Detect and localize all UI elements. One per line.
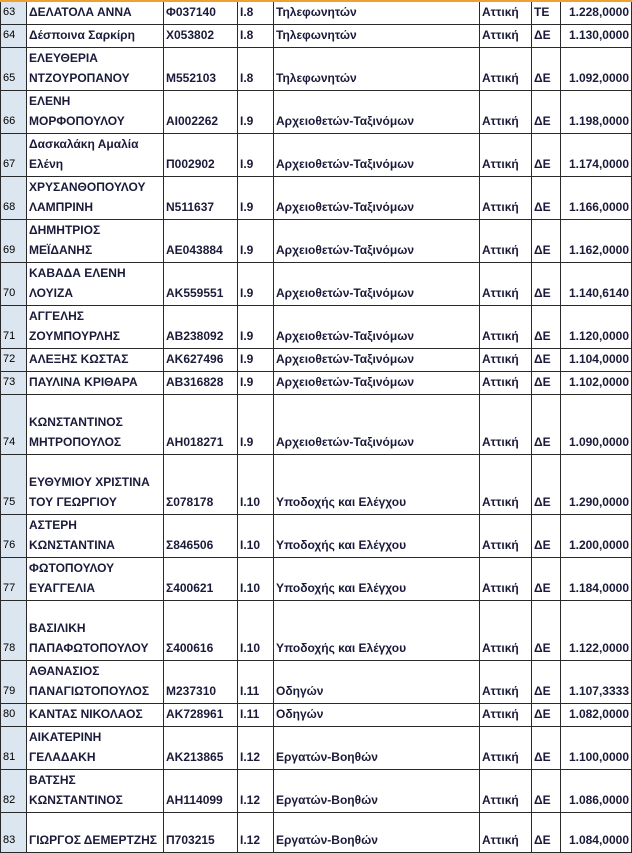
row-number-cell[interactable]: 80 <box>1 704 27 727</box>
position-code-cell[interactable]: Ι.9 <box>238 177 274 220</box>
position-code-cell[interactable]: Ι.9 <box>238 306 274 349</box>
score-cell[interactable]: 1.102,0000 <box>561 372 632 395</box>
table-row <box>1 1 632 25</box>
position-cell[interactable]: Αρχειοθετών-Ταξινόμων <box>274 372 480 395</box>
category-cell[interactable]: ΔΕ <box>532 220 561 263</box>
position-code-cell[interactable]: Ι.9 <box>238 263 274 306</box>
id-number-cell[interactable]: ΑΒ238092 <box>164 306 238 349</box>
id-number-cell[interactable]: ΑΕ043884 <box>164 220 238 263</box>
row-number-cell[interactable]: 65 <box>1 48 27 91</box>
position-code-cell[interactable]: Ι.12 <box>238 727 274 770</box>
score-cell[interactable]: 1.162,0000 <box>561 220 632 263</box>
score-cell[interactable]: 1.290,0000 <box>561 455 632 515</box>
row-number-cell[interactable]: 75 <box>1 455 27 515</box>
name-cell[interactable]: ΚΑΒΑΔΑ ΕΛΕΝΗ ΛΟΥΙΖΑ <box>27 263 164 306</box>
id-number-cell[interactable]: Π703215 <box>164 813 238 853</box>
region-cell[interactable]: Αττική <box>480 601 532 661</box>
position-code-cell[interactable]: Ι.9 <box>238 349 274 372</box>
position-cell[interactable]: Αρχειοθετών-Ταξινόμων <box>274 263 480 306</box>
row-number-cell[interactable]: 73 <box>1 372 27 395</box>
region-cell[interactable]: Αττική <box>480 349 532 372</box>
region-cell[interactable]: Αττική <box>480 515 532 558</box>
row-number-cell[interactable]: 63 <box>1 1 27 25</box>
region-cell[interactable]: Αττική <box>480 306 532 349</box>
table-row <box>1 704 632 727</box>
spreadsheet-body <box>1 1 632 853</box>
score-cell[interactable]: 1.198,0000 <box>561 91 632 134</box>
score-cell[interactable]: 1.104,0000 <box>561 349 632 372</box>
table-row <box>1 601 632 661</box>
region-cell[interactable]: Αττική <box>480 372 532 395</box>
position-cell[interactable]: Αρχειοθετών-Ταξινόμων <box>274 220 480 263</box>
category-cell[interactable]: ΔΕ <box>532 601 561 661</box>
score-cell[interactable]: 1.092,0000 <box>561 48 632 91</box>
table-row <box>1 395 632 455</box>
table-row <box>1 134 632 177</box>
position-cell[interactable]: Οδηγών <box>274 661 480 704</box>
score-cell[interactable]: 1.084,0000 <box>561 813 632 853</box>
score-cell[interactable]: 1.130,0000 <box>561 25 632 48</box>
name-cell[interactable]: ΔΕΛΑΤΟΛΑ ΑΝΝΑ <box>27 1 164 25</box>
category-cell[interactable]: ΔΕ <box>532 306 561 349</box>
id-number-cell[interactable]: Ν511637 <box>164 177 238 220</box>
region-cell[interactable]: Αττική <box>480 134 532 177</box>
table-row <box>1 727 632 770</box>
position-cell[interactable]: Αρχειοθετών-Ταξινόμων <box>274 306 480 349</box>
name-cell[interactable]: ΑΙΚΑΤΕΡΙΝΗ ΓΕΛΑΔΑΚΗ <box>27 727 164 770</box>
position-cell[interactable]: Αρχειοθετών-Ταξινόμων <box>274 134 480 177</box>
id-number-cell[interactable]: Σ078178 <box>164 455 238 515</box>
id-number-cell[interactable]: ΑΚ728961 <box>164 704 238 727</box>
score-cell[interactable]: 1.122,0000 <box>561 601 632 661</box>
row-number-cell[interactable]: 71 <box>1 306 27 349</box>
position-code-cell[interactable]: Ι.10 <box>238 515 274 558</box>
table-row <box>1 661 632 704</box>
row-number-cell[interactable]: 79 <box>1 661 27 704</box>
position-code-cell[interactable]: Ι.11 <box>238 704 274 727</box>
id-number-cell[interactable]: Μ552103 <box>164 48 238 91</box>
id-number-cell[interactable]: ΑΙ002262 <box>164 91 238 134</box>
table-row <box>1 306 632 349</box>
position-cell[interactable]: Τηλεφωνητών <box>274 1 480 25</box>
position-code-cell[interactable]: Ι.12 <box>238 813 274 853</box>
score-cell[interactable]: 1.200,0000 <box>561 515 632 558</box>
position-code-cell[interactable]: Ι.12 <box>238 770 274 813</box>
table-row <box>1 48 632 91</box>
name-cell[interactable]: ΔΗΜΗΤΡΙΟΣ ΜΕΪΔΑΝΗΣ <box>27 220 164 263</box>
name-cell[interactable]: ΒΑΣΙΛΙΚΗ ΠΑΠΑΦΩΤΟΠΟΥΛΟΥ <box>27 601 164 661</box>
table-row <box>1 263 632 306</box>
table-row <box>1 813 632 853</box>
category-cell[interactable]: ΔΕ <box>532 813 561 853</box>
table-row <box>1 455 632 515</box>
position-cell[interactable]: Υποδοχής και Ελέγχου <box>274 515 480 558</box>
region-cell[interactable]: Αττική <box>480 455 532 515</box>
id-number-cell[interactable]: Φ037140 <box>164 1 238 25</box>
region-cell[interactable]: Αττική <box>480 661 532 704</box>
category-cell[interactable]: ΔΕ <box>532 263 561 306</box>
id-number-cell[interactable]: Σ400621 <box>164 558 238 601</box>
table-row <box>1 558 632 601</box>
table-row <box>1 220 632 263</box>
name-cell[interactable]: Δέσποινα Σαρκίρη <box>27 25 164 48</box>
region-cell[interactable]: Αττική <box>480 558 532 601</box>
category-cell[interactable]: ΤΕ <box>532 1 561 25</box>
table-row <box>1 91 632 134</box>
id-number-cell[interactable]: ΑΗ018271 <box>164 395 238 455</box>
score-cell[interactable]: 1.107,3333 <box>561 661 632 704</box>
id-number-cell[interactable]: Μ237310 <box>164 661 238 704</box>
name-cell[interactable]: ΑΓΓΕΛΗΣ ΖΟΥΜΠΟΥΡΛΗΣ <box>27 306 164 349</box>
category-cell[interactable]: ΔΕ <box>532 395 561 455</box>
position-code-cell[interactable]: Ι.9 <box>238 220 274 263</box>
position-cell[interactable]: Υποδοχής και Ελέγχου <box>274 558 480 601</box>
region-cell[interactable]: Αττική <box>480 813 532 853</box>
id-number-cell[interactable]: ΑΚ627496 <box>164 349 238 372</box>
score-cell[interactable]: 1.082,0000 <box>561 704 632 727</box>
row-number-cell[interactable]: 68 <box>1 177 27 220</box>
position-cell[interactable]: Υποδοχής και Ελέγχου <box>274 601 480 661</box>
category-cell[interactable]: ΔΕ <box>532 177 561 220</box>
table-row <box>1 372 632 395</box>
region-cell[interactable]: Αττική <box>480 48 532 91</box>
row-number-cell[interactable]: 76 <box>1 515 27 558</box>
name-cell[interactable]: ΒΑΤΣΗΣ ΚΩΝΣΤΑΝΤΙΝΟΣ <box>27 770 164 813</box>
category-cell[interactable]: ΔΕ <box>532 770 561 813</box>
category-cell[interactable]: ΔΕ <box>532 91 561 134</box>
position-cell[interactable]: Τηλεφωνητών <box>274 25 480 48</box>
table-row <box>1 177 632 220</box>
score-cell[interactable]: 1.184,0000 <box>561 558 632 601</box>
name-cell[interactable]: ΓΙΩΡΓΟΣ ΔΕΜΕΡΤΖΗΣ <box>27 813 164 853</box>
category-cell[interactable]: ΔΕ <box>532 455 561 515</box>
row-number-cell[interactable]: 74 <box>1 395 27 455</box>
id-number-cell[interactable]: Σ400616 <box>164 601 238 661</box>
name-cell[interactable]: ΑΘΑΝΑΣΙΟΣ ΠΑΝΑΓΙΩΤΟΠΟΥΛΟΣ <box>27 661 164 704</box>
position-cell[interactable]: Αρχειοθετών-Ταξινόμων <box>274 91 480 134</box>
category-cell[interactable]: ΔΕ <box>532 25 561 48</box>
score-cell[interactable]: 1.120,0000 <box>561 306 632 349</box>
position-cell[interactable]: Εργατών-Βοηθών <box>274 770 480 813</box>
category-cell[interactable]: ΔΕ <box>532 727 561 770</box>
position-code-cell[interactable]: Ι.9 <box>238 91 274 134</box>
id-number-cell[interactable]: Χ053802 <box>164 25 238 48</box>
name-cell[interactable]: ΑΛΕΞΗΣ ΚΩΣΤΑΣ <box>27 349 164 372</box>
position-code-cell[interactable]: Ι.10 <box>238 558 274 601</box>
name-cell[interactable]: ΑΣΤΕΡΗ ΚΩΝΣΤΑΝΤΙΝΑ <box>27 515 164 558</box>
id-number-cell[interactable]: ΑΚ559551 <box>164 263 238 306</box>
name-cell[interactable]: ΠΑΥΛΙΝΑ ΚΡΙΘΑΡΑ <box>27 372 164 395</box>
row-number-cell[interactable]: 83 <box>1 813 27 853</box>
position-cell[interactable]: Εργατών-Βοηθών <box>274 813 480 853</box>
position-code-cell[interactable]: Ι.8 <box>238 25 274 48</box>
score-cell[interactable]: 1.086,0000 <box>561 770 632 813</box>
position-code-cell[interactable]: Ι.9 <box>238 134 274 177</box>
position-code-cell[interactable]: Ι.11 <box>238 661 274 704</box>
category-cell[interactable]: ΔΕ <box>532 134 561 177</box>
category-cell[interactable]: ΔΕ <box>532 372 561 395</box>
position-code-cell[interactable]: Ι.9 <box>238 372 274 395</box>
name-cell[interactable]: ΚΩΝΣΤΑΝΤΙΝΟΣ ΜΗΤΡΟΠΟΥΛΟΣ <box>27 395 164 455</box>
position-cell[interactable]: Οδηγών <box>274 704 480 727</box>
name-cell[interactable]: ΕΛΕΥΘΕΡΙΑ ΝΤΖΟΥΡΟΠΑΝΟΥ <box>27 48 164 91</box>
position-code-cell[interactable]: Ι.10 <box>238 601 274 661</box>
name-cell[interactable]: ΧΡΥΣΑΝΘΟΠΟΥΛΟΥ ΛΑΜΠΡΙΝΗ <box>27 177 164 220</box>
position-code-cell[interactable]: Ι.9 <box>238 395 274 455</box>
name-cell[interactable]: Δασκαλάκη Αμαλία Ελένη <box>27 134 164 177</box>
position-cell[interactable]: Τηλεφωνητών <box>274 48 480 91</box>
name-cell[interactable]: ΦΩΤΟΠΟΥΛΟΥ ΕΥΑΓΓΕΛΙΑ <box>27 558 164 601</box>
id-number-cell[interactable]: Π002902 <box>164 134 238 177</box>
row-number-cell[interactable]: 66 <box>1 91 27 134</box>
id-number-cell[interactable]: ΑΗ114099 <box>164 770 238 813</box>
score-cell[interactable]: 1.090,0000 <box>561 395 632 455</box>
row-number-cell[interactable]: 81 <box>1 727 27 770</box>
row-number-cell[interactable]: 82 <box>1 770 27 813</box>
position-cell[interactable]: Υποδοχής και Ελέγχου <box>274 455 480 515</box>
category-cell[interactable]: ΔΕ <box>532 349 561 372</box>
position-code-cell[interactable]: Ι.10 <box>238 455 274 515</box>
region-cell[interactable]: Αττική <box>480 395 532 455</box>
id-number-cell[interactable]: Σ846506 <box>164 515 238 558</box>
row-number-cell[interactable]: 64 <box>1 25 27 48</box>
name-cell[interactable]: ΕΥΘΥΜΙΟΥ ΧΡΙΣΤΙΝΑ ΤΟΥ ΓΕΩΡΓΙΟΥ <box>27 455 164 515</box>
table-row <box>1 770 632 813</box>
region-cell[interactable]: Αττική <box>480 1 532 25</box>
score-cell[interactable]: 1.174,0000 <box>561 134 632 177</box>
position-code-cell[interactable]: Ι.8 <box>238 1 274 25</box>
category-cell[interactable]: ΔΕ <box>532 704 561 727</box>
region-cell[interactable]: Αττική <box>480 91 532 134</box>
category-cell[interactable]: ΔΕ <box>532 48 561 91</box>
score-cell[interactable]: 1.100,0000 <box>561 727 632 770</box>
category-cell[interactable]: ΔΕ <box>532 661 561 704</box>
category-cell[interactable]: ΔΕ <box>532 558 561 601</box>
row-number-cell[interactable]: 67 <box>1 134 27 177</box>
row-number-cell[interactable]: 69 <box>1 220 27 263</box>
region-cell[interactable]: Αττική <box>480 177 532 220</box>
table-row <box>1 515 632 558</box>
position-cell[interactable]: Αρχειοθετών-Ταξινόμων <box>274 177 480 220</box>
position-code-cell[interactable]: Ι.8 <box>238 48 274 91</box>
name-cell[interactable]: ΚΑΝΤΑΣ ΝΙΚΟΛΑΟΣ <box>27 704 164 727</box>
region-cell[interactable]: Αττική <box>480 25 532 48</box>
id-number-cell[interactable]: ΑΚ213865 <box>164 727 238 770</box>
row-number-cell[interactable]: 72 <box>1 349 27 372</box>
score-cell[interactable]: 1.228,0000 <box>561 1 632 25</box>
position-cell[interactable]: Αρχειοθετών-Ταξινόμων <box>274 395 480 455</box>
position-cell[interactable]: Αρχειοθετών-Ταξινόμων <box>274 349 480 372</box>
score-cell[interactable]: 1.166,0000 <box>561 177 632 220</box>
region-cell[interactable]: Αττική <box>480 727 532 770</box>
id-number-cell[interactable]: ΑΒ316828 <box>164 372 238 395</box>
region-cell[interactable]: Αττική <box>480 704 532 727</box>
row-number-cell[interactable]: 78 <box>1 601 27 661</box>
row-number-cell[interactable]: 77 <box>1 558 27 601</box>
region-cell[interactable]: Αττική <box>480 220 532 263</box>
table-row <box>1 25 632 48</box>
table-row <box>1 349 632 372</box>
region-cell[interactable]: Αττική <box>480 263 532 306</box>
row-number-cell[interactable]: 70 <box>1 263 27 306</box>
name-cell[interactable]: ΕΛΕΝΗ ΜΟΡΦΟΠΟΥΛΟΥ <box>27 91 164 134</box>
score-cell[interactable]: 1.140,6140 <box>561 263 632 306</box>
region-cell[interactable]: Αττική <box>480 770 532 813</box>
position-cell[interactable]: Εργατών-Βοηθών <box>274 727 480 770</box>
category-cell[interactable]: ΔΕ <box>532 515 561 558</box>
